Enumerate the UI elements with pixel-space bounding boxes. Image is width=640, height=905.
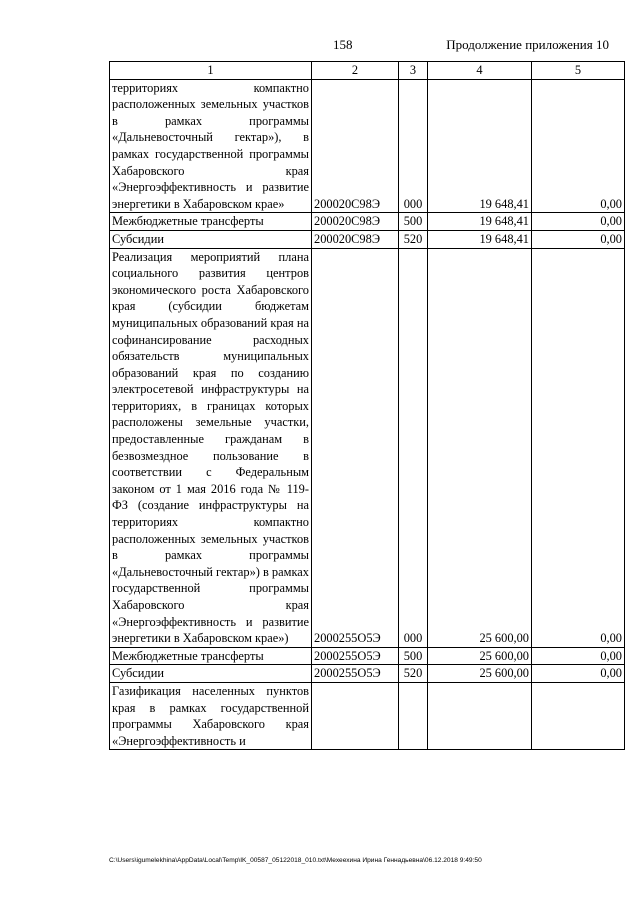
table-row: [110, 682, 625, 749]
target-article-code: 2000255O5Э: [312, 248, 399, 647]
expense-type-code: 000: [399, 79, 428, 213]
table-row: [110, 79, 625, 213]
amount-column-4: 19 648,41: [428, 230, 532, 248]
amount-column-4: 19 648,41: [428, 79, 532, 213]
amount-column-5: 0,00: [532, 248, 625, 647]
amount-column-4: [428, 682, 532, 749]
row-name-cell: [110, 213, 312, 231]
column-header-5: 5: [532, 62, 625, 80]
amount-column-5: 0,00: [532, 665, 625, 683]
target-article-code: 200020С98Э: [312, 230, 399, 248]
row-name: территориях компактно расположенных земельных участков в рамках программы «Дальневосточный гектар»), в рамках государственной программы Хабаровского края «Энергоэффективность и развитие энергетики в Хабаровском крае»: [112, 80, 309, 211]
file-path-footer: C:\Users\igumelekhina\AppData\Local\Temp\IK_00587_05122018_010.txt\Мехеехина Ирина Геннадьевна\06.12.2018 9:49:50: [109, 857, 482, 864]
continuation-note: Продолжение приложения 10: [446, 37, 609, 52]
target-article-code: [312, 682, 399, 749]
target-article-code: 200020С98Э: [312, 79, 399, 213]
amount-column-4: 19 648,41: [428, 213, 532, 231]
column-header-1: 1: [110, 62, 312, 80]
row-name-cell: [110, 647, 312, 665]
table-header-row: [110, 62, 625, 80]
expense-type-code: 000: [399, 248, 428, 647]
page-number: 158: [333, 37, 353, 52]
table-row: [110, 647, 625, 665]
amount-column-4: 25 600,00: [428, 647, 532, 665]
amount-column-5: 0,00: [532, 213, 625, 231]
amount-column-5: 0,00: [532, 230, 625, 248]
row-name-cell: [110, 79, 312, 213]
row-name: Субсидии: [112, 666, 164, 681]
expense-type-code: 500: [399, 213, 428, 231]
target-article-code: 2000255O5Э: [312, 665, 399, 683]
column-header-3: 3: [399, 62, 428, 80]
row-name-cell: [110, 230, 312, 248]
amount-column-4: 25 600,00: [428, 665, 532, 683]
table-row: [110, 213, 625, 231]
budget-table: [109, 61, 625, 750]
table-row: [110, 248, 625, 647]
target-article-code: 200020С98Э: [312, 213, 399, 231]
row-name: Газификация населенных пунктов края в рамках государственной программы Хабаровского края «Энергоэффективность и: [112, 683, 309, 748]
target-article-code: 2000255O5Э: [312, 647, 399, 665]
expense-type-code: 520: [399, 665, 428, 683]
amount-column-5: [532, 682, 625, 749]
column-header-2: 2: [312, 62, 399, 80]
row-name-cell: [110, 682, 312, 749]
row-name-cell: [110, 248, 312, 647]
expense-type-code: 500: [399, 647, 428, 665]
table-row: [110, 665, 625, 683]
row-name: Реализация мероприятий плана социального развития центров экономического роста Хабаровского края (субсидии бюджетам муниципальных образований края на софинансирование расходных обязательств муниципальных образований края по созданию электросетевой инфраструктуры на территориях, в границах которых расположены земельные участки, предоставленные гражданам в безвозмездное пользование в соответствии с Федеральным законом от 1 мая 2016 года № 119-ФЗ (создание инфраструктуры на территориях компактно расположенных земельных участков в рамках программы «Дальневосточный гектар») в рамках государственной программы Хабаровского края «Энергоэффективность и развитие энергетики в Хабаровском крае»): [112, 249, 309, 646]
table-row: [110, 230, 625, 248]
row-name-cell: [110, 665, 312, 683]
row-name: Межбюджетные трансферты: [112, 214, 264, 229]
row-name: Субсидии: [112, 231, 164, 246]
amount-column-4: 25 600,00: [428, 248, 532, 647]
expense-type-code: [399, 682, 428, 749]
column-header-4: 4: [428, 62, 532, 80]
amount-column-5: 0,00: [532, 79, 625, 213]
row-name: Межбюджетные трансферты: [112, 648, 264, 663]
expense-type-code: 520: [399, 230, 428, 248]
amount-column-5: 0,00: [532, 647, 625, 665]
